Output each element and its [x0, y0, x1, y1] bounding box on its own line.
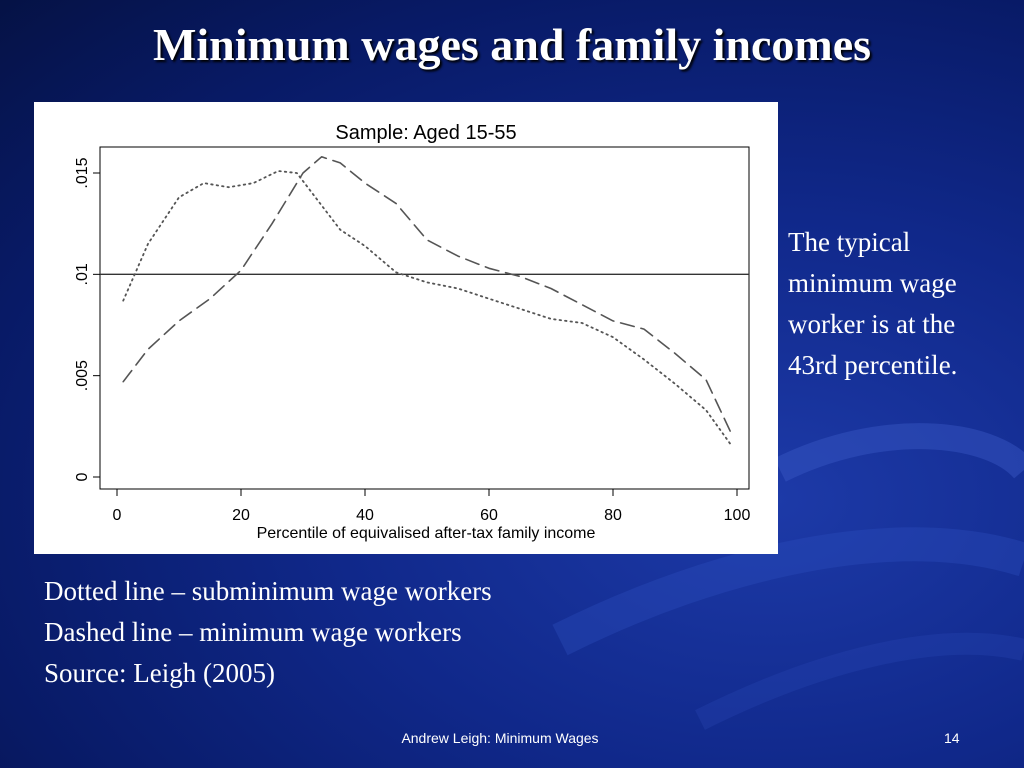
caption-line-dashed: Dashed line – minimum wage workers	[44, 617, 462, 647]
y-tick-label: 0	[74, 472, 91, 482]
y-tick-label: .005	[74, 360, 91, 392]
series-line-dotted	[123, 171, 731, 445]
x-axis-label: Percentile of equivalised after-tax family income	[256, 525, 596, 542]
axes-group	[74, 157, 750, 524]
chart-panel	[34, 102, 778, 554]
x-tick-label: 0	[112, 507, 122, 524]
y-tick-label: .015	[74, 157, 91, 189]
plot-area-frame	[100, 147, 749, 489]
caption-block	[44, 571, 492, 694]
x-tick-label: 20	[232, 507, 250, 524]
density-chart	[34, 102, 778, 554]
caption-line-source: Source: Leigh (2005)	[44, 658, 275, 688]
x-tick-label: 60	[480, 507, 498, 524]
page-number: 14	[944, 730, 960, 746]
series-group	[123, 157, 731, 445]
annotation-note: The typical minimum wage worker is at the 43rd percentile.	[788, 227, 958, 380]
y-tick-label: .01	[74, 263, 91, 286]
caption-line-dotted: Dotted line – subminimum wage workers	[44, 576, 492, 606]
x-tick-label: 100	[723, 507, 751, 524]
slide-title: Minimum wages and family incomes	[152, 19, 872, 70]
footer-text: Andrew Leigh: Minimum Wages	[401, 730, 599, 746]
series-line-dashed	[123, 157, 731, 433]
x-tick-label: 40	[356, 507, 374, 524]
chart-title: Sample: Aged 15-55	[335, 122, 517, 144]
x-tick-label: 80	[604, 507, 622, 524]
